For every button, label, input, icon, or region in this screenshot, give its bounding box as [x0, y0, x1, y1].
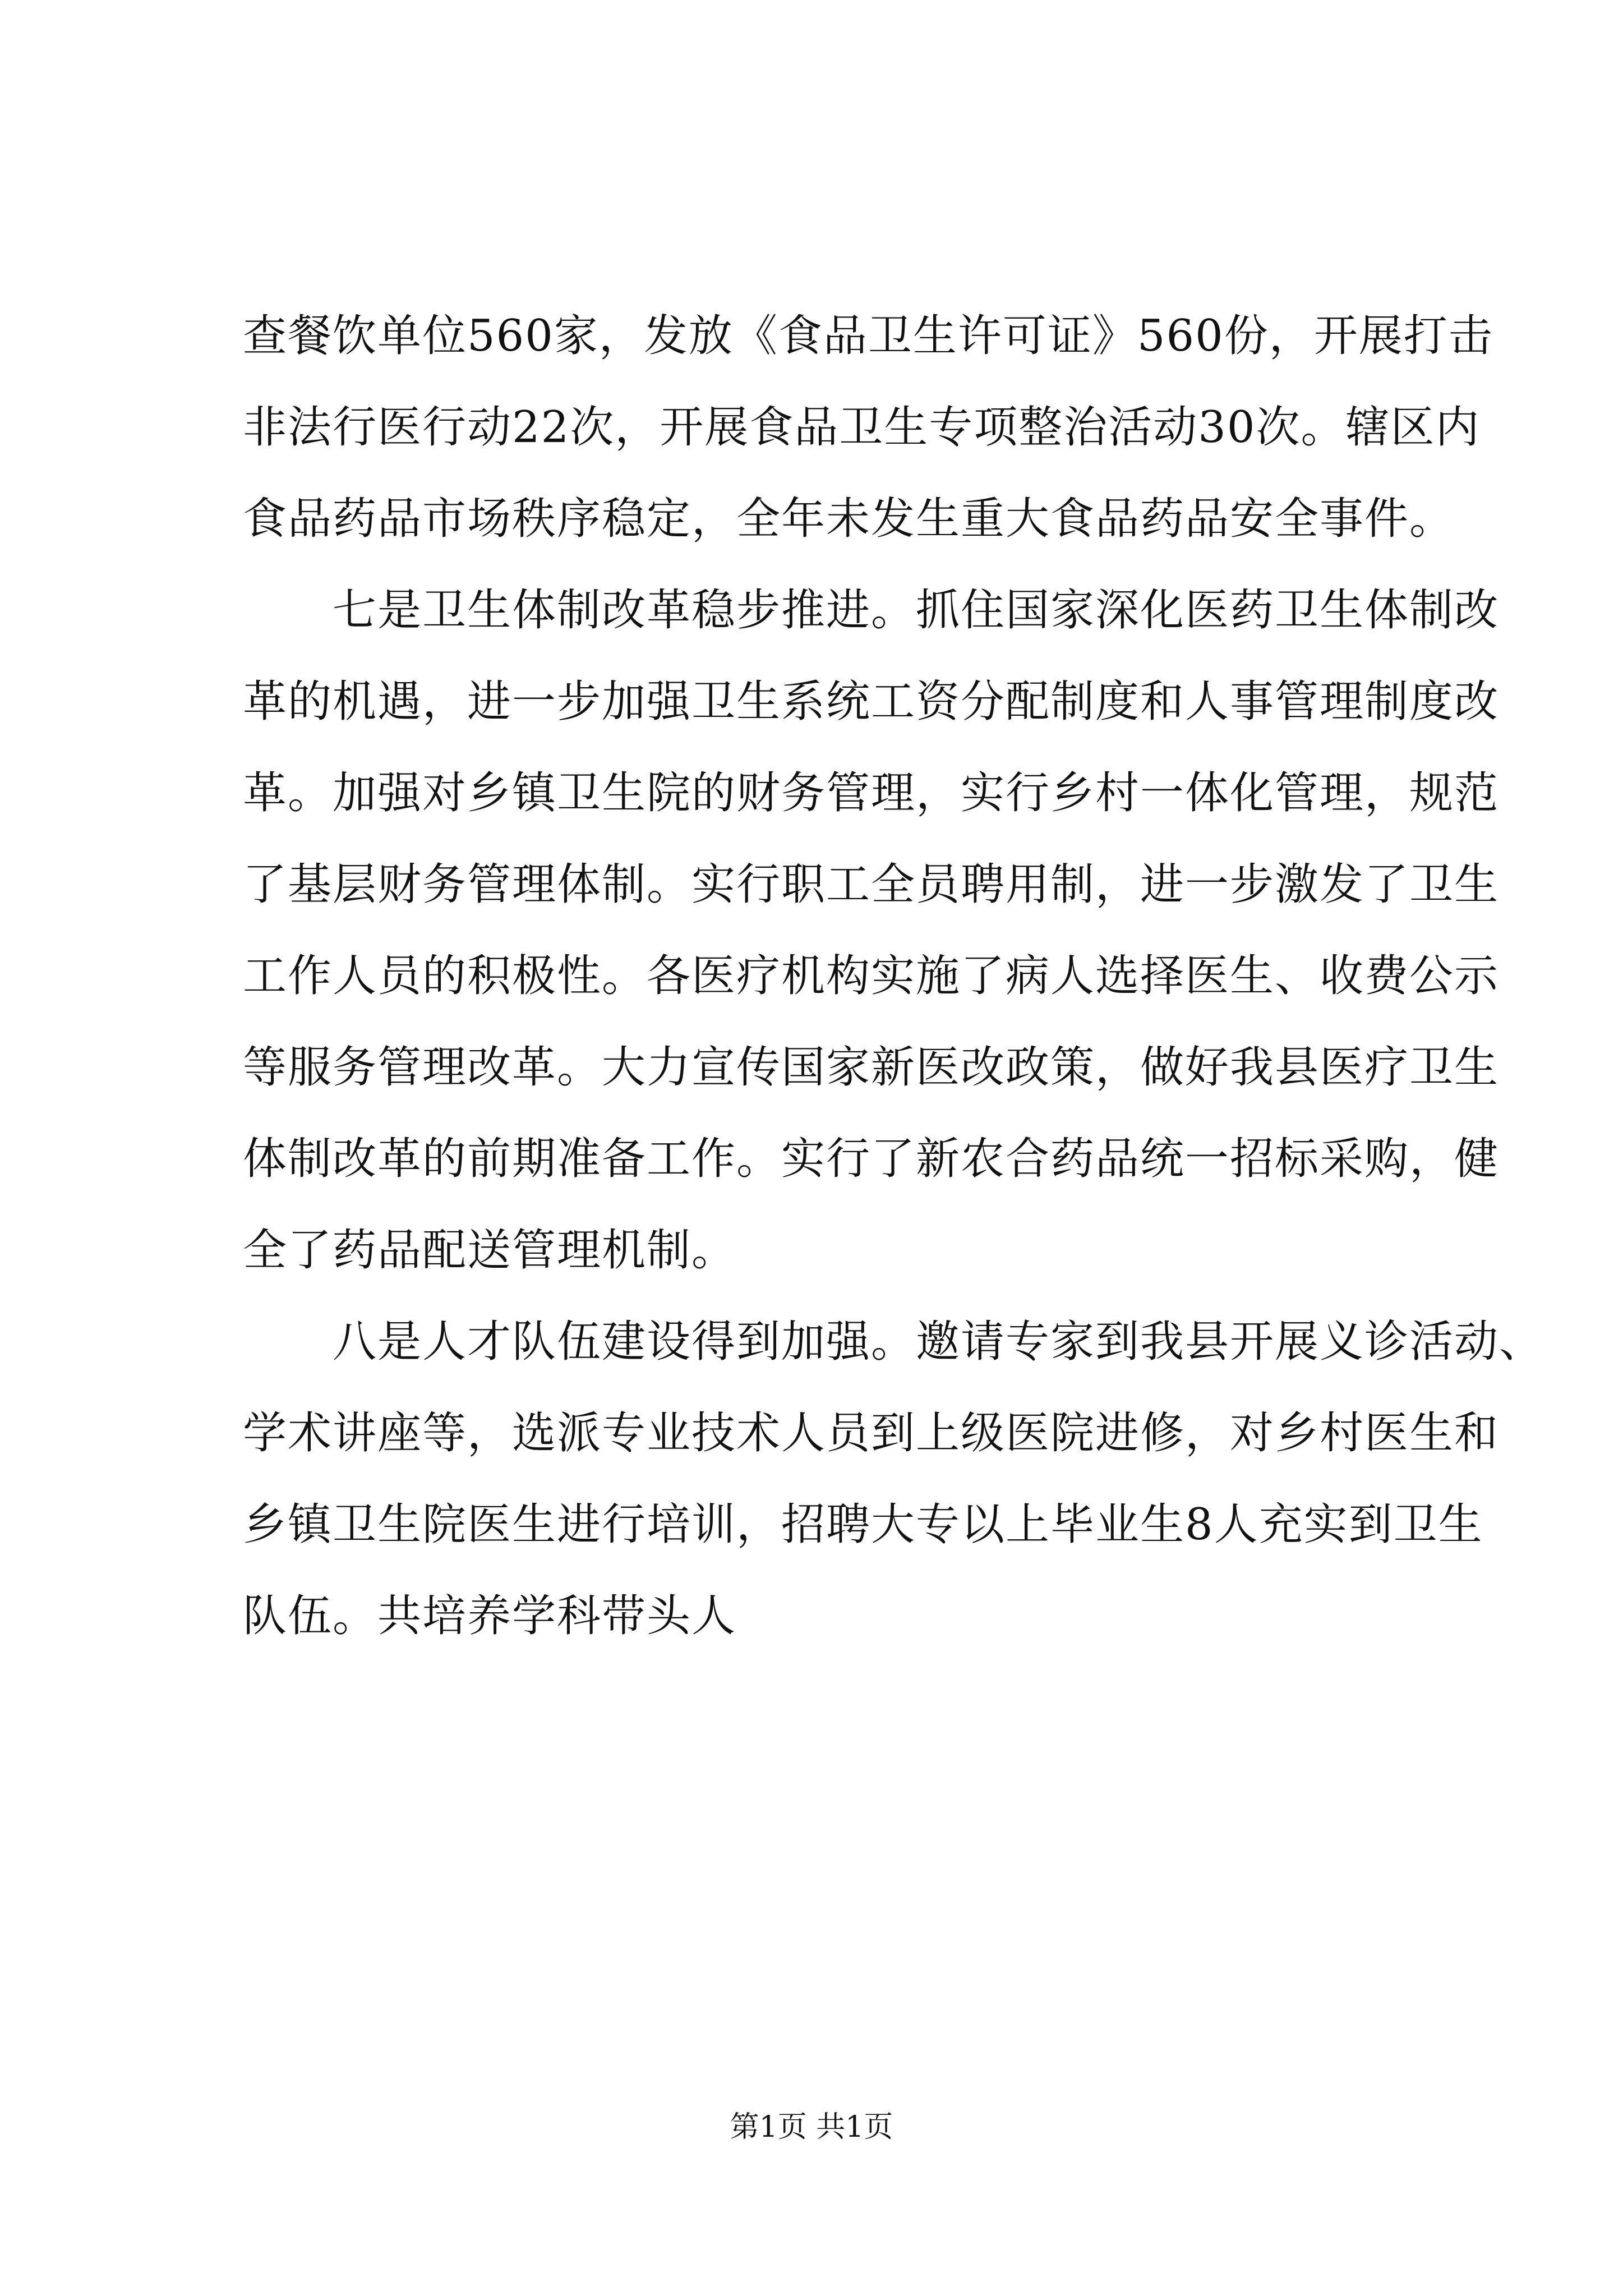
text-line: 学术讲座等，选派专业技术人员到上级医院进修，对乡村医生和: [243, 1408, 1500, 1458]
text-line: 革。加强对乡镇卫生院的财务管理，实行乡村一体化管理，规范: [243, 768, 1500, 818]
page-footer: 第1页 共1页: [730, 2110, 893, 2144]
text-line: 工作人员的积极性。各医疗机构实施了病人选择医生、收费公示: [243, 951, 1500, 1001]
paragraph-7-first-line: 七是卫生体制改革稳步推进。抓住国家深化医药卫生体制改: [333, 585, 1500, 636]
text-line: 等服务管理改革。大力宣传国家新医改政策，做好我县医疗卫生: [243, 1042, 1500, 1093]
text-line: 革的机遇，进一步加强卫生系统工资分配制度和人事管理制度改: [243, 677, 1500, 727]
text-line: 了基层财务管理体制。实行职工全员聘用制，进一步激发了卫生: [243, 859, 1500, 910]
document-body: [243, 291, 1544, 1662]
text-line: 查餐饮单位560家，发放《食品卫生许可证》560份，开展打击: [243, 311, 1493, 361]
text-line: 乡镇卫生院医生进行培训，招聘大专以上毕业生8人充实到卫生: [243, 1499, 1483, 1550]
paragraph-8-first-line: 八是人才队伍建设得到加强。邀请专家到我县开展义诊活动、: [333, 1317, 1544, 1367]
text-line: 食品药品市场秩序稳定，全年未发生重大食品药品安全事件。: [243, 494, 1455, 544]
text-line: 体制改革的前期准备工作。实行了新农合药品统一招标采购，健: [243, 1134, 1500, 1184]
text-line: 非法行医行动22次，开展食品卫生专项整治活动30次。辖区内: [243, 402, 1481, 453]
text-line: 全了药品配送管理机制。: [243, 1225, 737, 1276]
text-line: 队伍。共培养学科带头人: [243, 1591, 737, 1641]
